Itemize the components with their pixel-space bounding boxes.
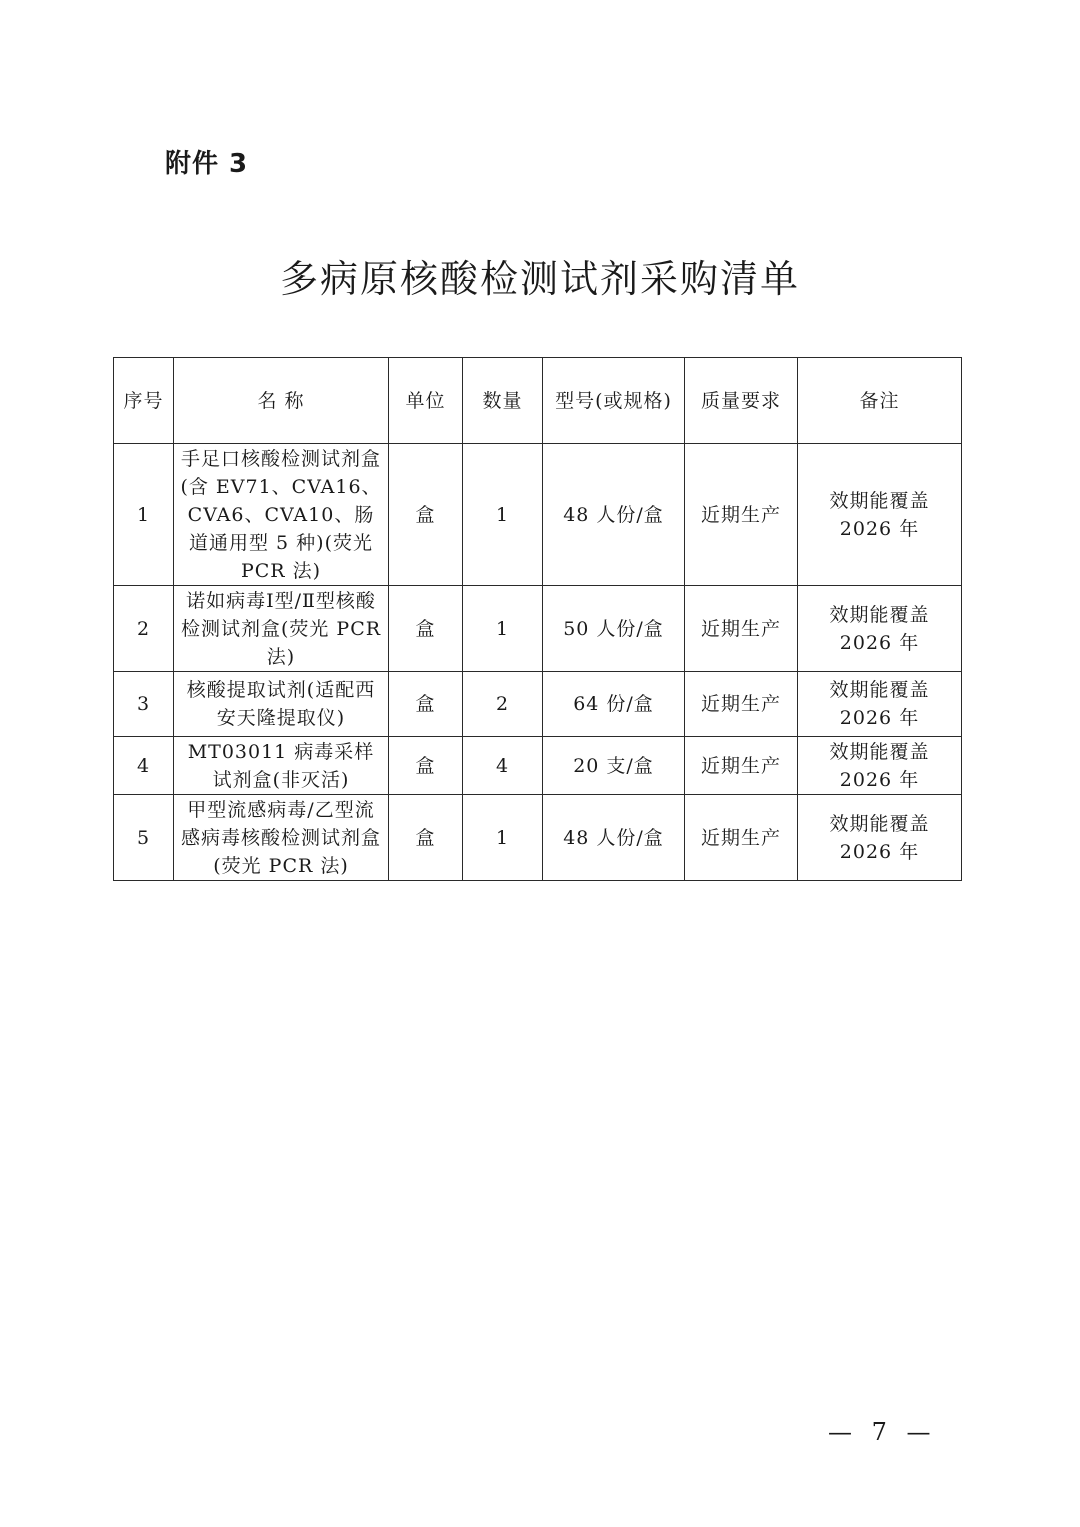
attachment-label: 附件 3 <box>165 149 249 179</box>
table-row <box>114 444 962 586</box>
row-note: 效期能覆盖 2026 年 <box>798 737 962 795</box>
page-number: — 7 — <box>828 1418 937 1446</box>
table-row <box>114 737 962 795</box>
row-note: 效期能覆盖 2026 年 <box>798 672 962 737</box>
row-model: 50 人份/盒 <box>543 586 685 672</box>
header-seq: 序号 <box>114 358 174 444</box>
row-quality: 近期生产 <box>685 444 798 586</box>
header-model: 型号(或规格) <box>543 358 685 444</box>
row-model: 64 份/盒 <box>543 672 685 737</box>
row-name: 核酸提取试剂(适配西安天隆提取仪) <box>174 672 389 737</box>
header-qty: 数量 <box>463 358 543 444</box>
row-qty: 1 <box>463 795 543 881</box>
row-qty: 4 <box>463 737 543 795</box>
row-quality: 近期生产 <box>685 737 798 795</box>
row-qty: 2 <box>463 672 543 737</box>
header-quality: 质量要求 <box>685 358 798 444</box>
row-note: 效期能覆盖 2026 年 <box>798 444 962 586</box>
document-title: 多病原核酸检测试剂采购清单 <box>279 257 800 301</box>
row-name: 甲型流感病毒/乙型流感病毒核酸检测试剂盒(荧光 PCR 法) <box>174 795 389 881</box>
row-note: 效期能覆盖 2026 年 <box>798 795 962 881</box>
row-unit: 盒 <box>389 586 463 672</box>
row-quality: 近期生产 <box>685 795 798 881</box>
table-header-row <box>114 358 962 444</box>
header-note: 备注 <box>798 358 962 444</box>
row-name: 手足口核酸检测试剂盒(含 EV71、CVA16、CVA6、CVA10、肠道通用型 5 种)(荧光 PCR 法) <box>174 444 389 586</box>
row-seq: 2 <box>114 586 174 672</box>
row-name: MT03011 病毒采样试剂盒(非灭活) <box>174 737 389 795</box>
row-model: 20 支/盒 <box>543 737 685 795</box>
row-seq: 3 <box>114 672 174 737</box>
row-unit: 盒 <box>389 444 463 586</box>
row-seq: 1 <box>114 444 174 586</box>
table-row <box>114 586 962 672</box>
row-unit: 盒 <box>389 672 463 737</box>
row-seq: 4 <box>114 737 174 795</box>
row-model: 48 人份/盒 <box>543 795 685 881</box>
purchase-table <box>113 357 962 881</box>
header-name: 名 称 <box>174 358 389 444</box>
row-quality: 近期生产 <box>685 586 798 672</box>
row-quality: 近期生产 <box>685 672 798 737</box>
header-unit: 单位 <box>389 358 463 444</box>
row-model: 48 人份/盒 <box>543 444 685 586</box>
row-note: 效期能覆盖 2026 年 <box>798 586 962 672</box>
row-qty: 1 <box>463 444 543 586</box>
row-seq: 5 <box>114 795 174 881</box>
row-unit: 盒 <box>389 737 463 795</box>
row-unit: 盒 <box>389 795 463 881</box>
row-name: 诺如病毒Ⅰ型/Ⅱ型核酸检测试剂盒(荧光 PCR 法) <box>174 586 389 672</box>
row-qty: 1 <box>463 586 543 672</box>
table-row <box>114 795 962 881</box>
table-row <box>114 672 962 737</box>
